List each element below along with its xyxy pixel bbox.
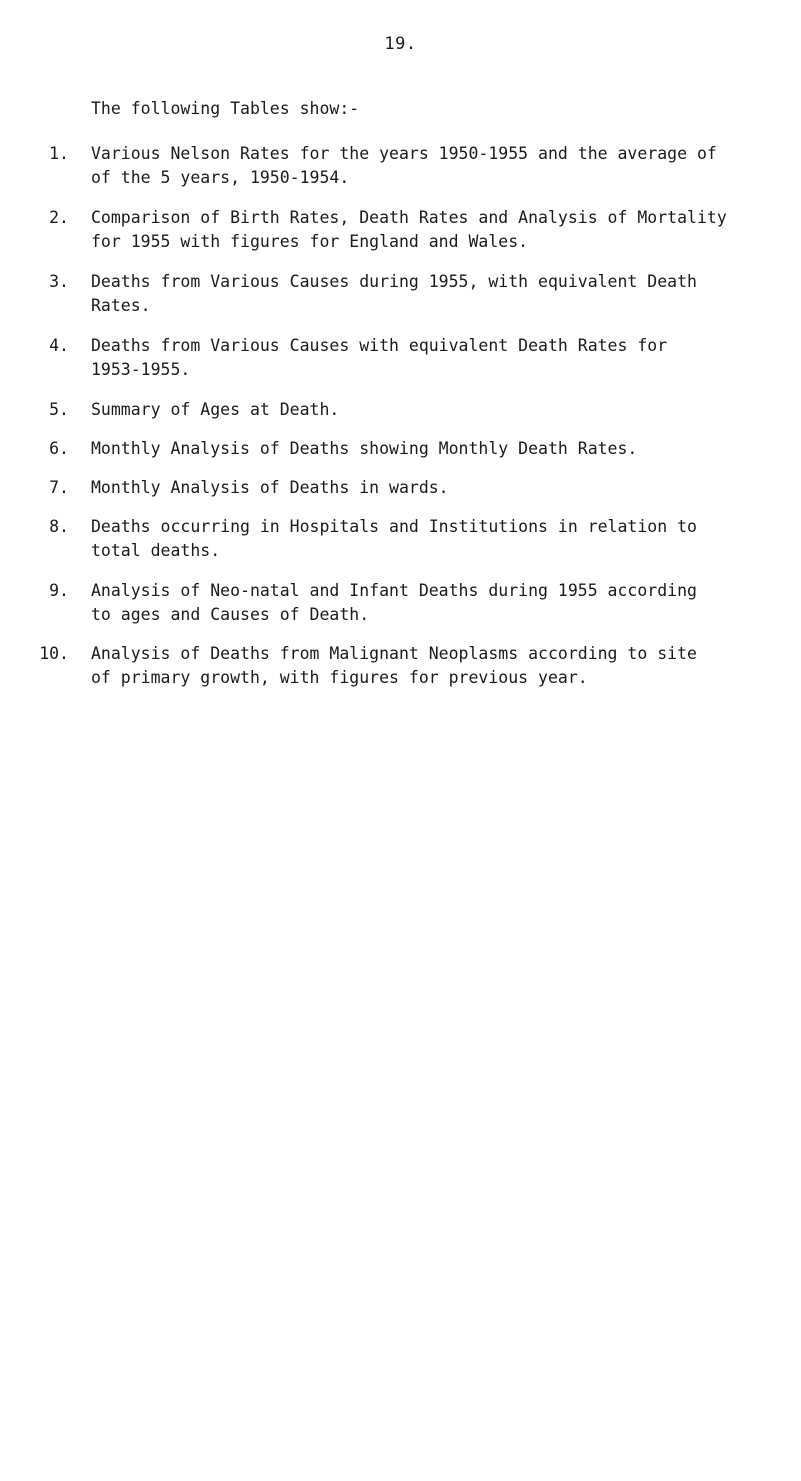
list-item-number: 9.	[49, 581, 69, 600]
list-item-number: 6.	[49, 439, 69, 458]
list-item-text: Monthly Analysis of Deaths in wards.	[91, 478, 449, 497]
list-item-text: Deaths from Various Causes with equivalent Death Rates for 1953-1955.	[91, 336, 668, 379]
list-item-text: Analysis of Neo-natal and Infant Deaths during 1955 according to ages and Causes of Death.	[91, 581, 697, 624]
list-item-number: 8.	[49, 517, 69, 536]
list-item-text: Comparison of Birth Rates, Death Rates and Analysis of Mortality for 1955 with figures for England and Wales.	[91, 208, 727, 251]
intro-heading: The following Tables show:-	[91, 99, 360, 118]
list-item-text: Summary of Ages at Death.	[91, 400, 340, 419]
list-item-text: Analysis of Deaths from Malignant Neoplasms according to site of primary growth, with figures for previous year.	[91, 644, 697, 687]
list-item-number: 4.	[49, 336, 69, 355]
list-item-number: 10.	[39, 644, 69, 663]
list-item-number: 2.	[49, 208, 69, 227]
list-item-text: Various Nelson Rates for the years 1950-1955 and the average of of the 5 years, 1950-1954.	[91, 144, 717, 187]
list-item-text: Deaths from Various Causes during 1955, with equivalent Death Rates.	[91, 272, 697, 315]
list-item-number: 1.	[49, 144, 69, 163]
list-item-text: Deaths occurring in Hospitals and Institutions in relation to total deaths.	[91, 517, 697, 560]
list-item-number: 5.	[49, 400, 69, 419]
list-item-number: 7.	[49, 478, 69, 497]
list-item-number: 3.	[49, 272, 69, 291]
list-item-text: Monthly Analysis of Deaths showing Monthly Death Rates.	[91, 439, 638, 458]
page-number: 19.	[384, 34, 417, 54]
